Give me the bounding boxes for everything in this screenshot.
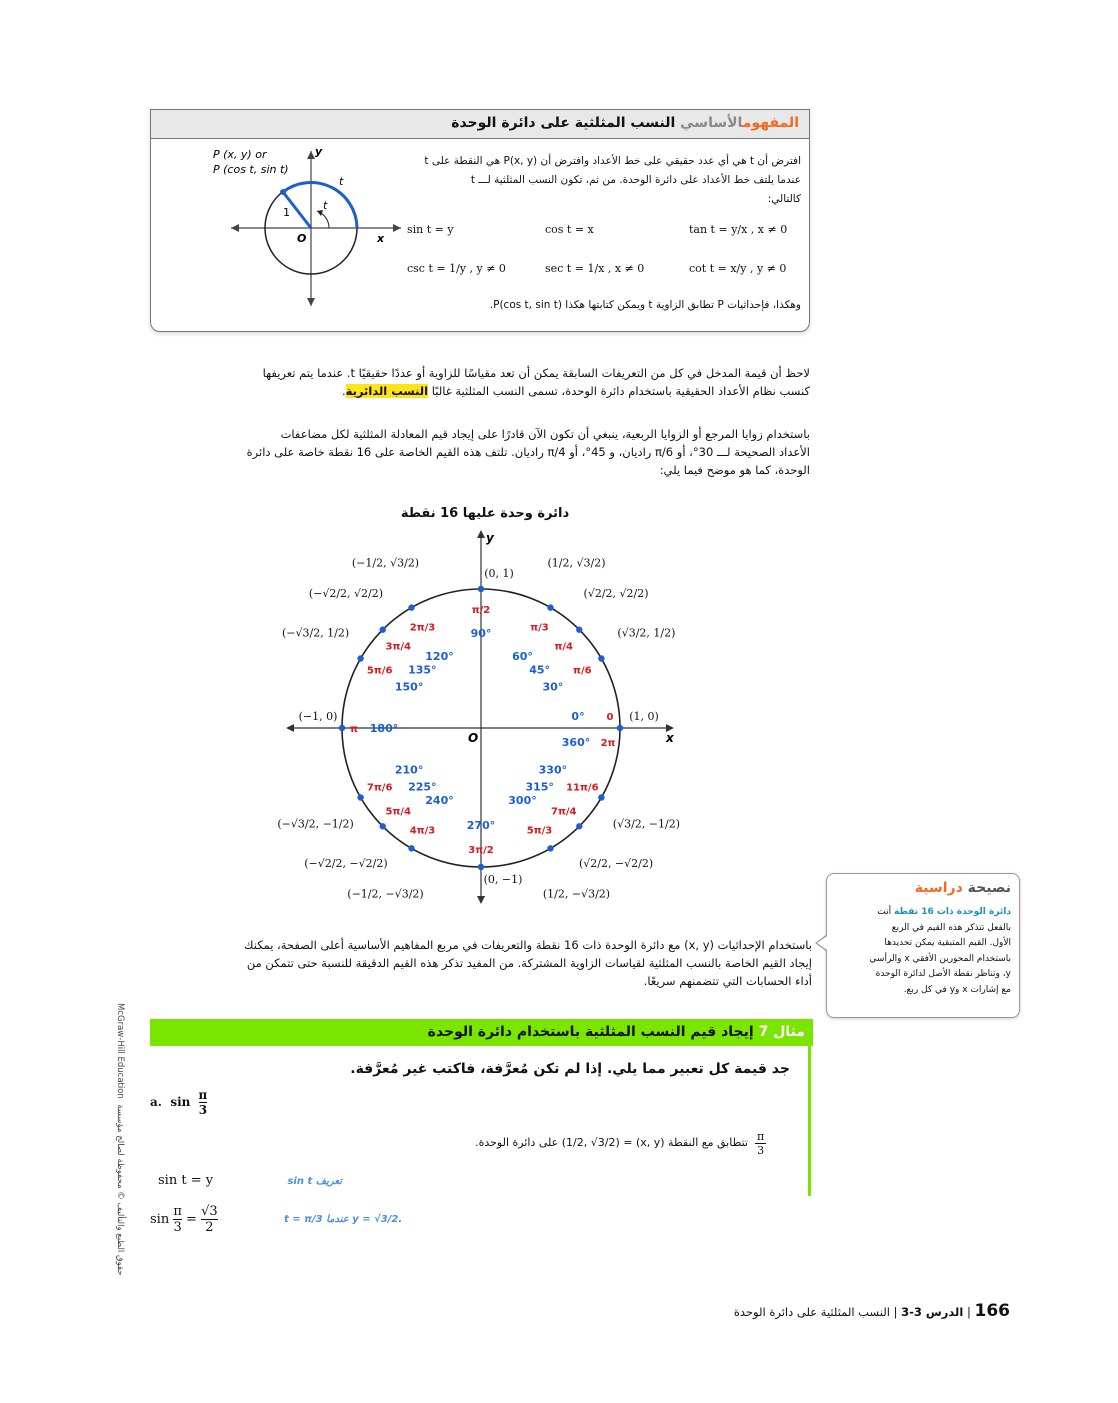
point-90: [478, 586, 484, 592]
deg-label-45: 45°: [529, 663, 551, 677]
chart-title: دائرة وحدة عليها 16 نقطة: [400, 506, 570, 521]
tip-line-1-rest: أنت: [877, 907, 892, 917]
diagram-p-label-2: P (cos t, sin t): [213, 163, 289, 176]
statement-fraction-num: π: [757, 1130, 765, 1143]
tip-title-2: دراسية: [914, 880, 963, 896]
tip-title: [835, 880, 1011, 896]
statement-fraction: [755, 1130, 766, 1157]
paragraph-3: [148, 936, 812, 990]
rad-label-2pi: 2π: [600, 738, 616, 749]
point-30: [598, 655, 604, 661]
rad-label-240: 4π/3: [409, 825, 436, 837]
coord-label-30: (√3/2, 1/2): [617, 626, 676, 640]
point-315: [576, 823, 582, 829]
paragraph-1: [160, 364, 810, 400]
circular-functions-term: النسب الدائرية: [345, 384, 429, 398]
deg-label-135: 135°: [408, 663, 437, 677]
point-300: [547, 845, 553, 851]
formula-csc: csc t = 1/y , y ≠ 0: [407, 262, 506, 275]
example-header-bar: [150, 1019, 813, 1046]
rad-label-270: 3π/2: [468, 845, 494, 856]
side-copyright: [115, 1003, 125, 1276]
point-45: [576, 627, 582, 633]
part-a: [150, 1088, 207, 1117]
coord-label-225: (−√2/2, −√2/2): [304, 857, 388, 871]
x-axis-arrow-left: [231, 224, 239, 232]
lesson-title: النسب المثلثية على دائرة الوحدة: [733, 1305, 890, 1319]
deg-label-30: 30°: [542, 680, 564, 694]
tip-line-3: الأول. القيم المتبقية يمكن تحديدها: [884, 938, 1011, 948]
deg-label-330: 330°: [538, 763, 568, 777]
coord-label-330: (√3/2, −1/2): [612, 817, 681, 831]
paragraph-3-line-2: إيجاد القيم الخاصة بالنسب المثلثية لقياسات الزاوية المشتركة. من المفيد تذكر هذه القيم الدقيقة للنسبة حتى تتمكن من: [246, 956, 812, 970]
diagram-x-label: x: [377, 232, 385, 245]
rad-label-60: π/3: [530, 622, 549, 634]
deg-label-60: 60°: [512, 650, 533, 664]
rad-label-90: π/2: [471, 605, 491, 616]
key-concept-label-2: الأساسي: [680, 115, 743, 131]
point-0: [617, 725, 623, 731]
y-axis-arrowhead: [477, 530, 485, 538]
deg-label-315: 315°: [525, 780, 554, 794]
statement-fraction-den: 3: [757, 1144, 765, 1157]
step-2-math: [150, 1204, 218, 1235]
key-concept-title-row: [159, 115, 799, 131]
step-2-note-c: y = √3/2.: [352, 1214, 403, 1225]
rad-label-315: 7π/4: [550, 806, 577, 818]
coord-label-315: (√2/2, −√2/2): [578, 857, 654, 871]
tip-line-2: بالفعل تتذكر هذه القيم في الربع: [891, 922, 1011, 933]
deg-label-120: 120°: [425, 650, 454, 664]
y-axis-arrow: [307, 151, 315, 159]
chart-y-label: y: [486, 531, 494, 545]
example-title: إيجاد قيم النسب المثلثية باستخدام دائرة الوحدة: [427, 1024, 754, 1040]
key-concept-header: [151, 110, 809, 139]
point-330: [598, 794, 604, 800]
coord-label-90: (0, 1): [484, 567, 514, 580]
formula-tan: tan t = y/x , x ≠ 0: [689, 223, 788, 236]
rad-label-300: 5π/3: [526, 825, 553, 837]
diagram-y-label: y: [315, 146, 323, 158]
footer-separator-2: |: [893, 1305, 898, 1319]
point-240: [408, 845, 414, 851]
paragraph-1-line-2-end: .: [341, 384, 346, 398]
tip-line-6: مع إشارات x وy في كل ربع.: [903, 984, 1011, 995]
coord-label-135: (−√2/2, √2/2): [308, 586, 384, 600]
example-number: 7: [758, 1024, 769, 1040]
point-150: [357, 655, 363, 661]
formula-sin: sin t = y: [407, 223, 454, 236]
step-2-fraction-den: 3: [173, 1220, 182, 1235]
rad-label-30: π/6: [573, 665, 592, 677]
paragraph-3-line-1: باستخدام الإحداثيات (x, y) مع دائرة الوحدة ذات 16 نقطة والتعريفات في مربع المفاهيم الأساسية أعلى الصفحة، يمكنك: [244, 938, 812, 952]
paragraph-3-line-3: أداء الحسابات التي تتضمنهم سريعًا.: [643, 974, 812, 988]
paragraph-2-line-1: باستخدام زوايا المرجع أو الزوايا الربعية، ينبغي أن تكون الآن قادرًا على إيجاد قيم المعادلة المثلثية لكل مضاعفات: [280, 427, 810, 441]
deg-label-225: 225°: [408, 780, 437, 794]
deg-label-180: 180°: [369, 722, 399, 735]
paragraph-2-line-3: الوحدة، كما هو موضح فيما يلي:: [659, 463, 810, 477]
rad-label-0: 0: [606, 712, 614, 723]
step-2-rhs-den: 2: [205, 1220, 214, 1235]
x-axis-arrowhead-left: [286, 724, 294, 732]
step-1-math: sin t = y: [158, 1173, 214, 1188]
footer-separator-1: |: [966, 1305, 971, 1319]
concept-intro-line-3: كالتالي:: [767, 193, 801, 205]
part-a-expression: sin: [170, 1095, 191, 1109]
point-180: [339, 725, 345, 731]
paragraph-2: [160, 425, 810, 479]
rad-label-45: π/4: [554, 641, 573, 653]
example-title-row: [165, 1024, 805, 1040]
concept-conclusion: وهكذا، فإحداثيات P تطابق الزاوية t ويمكن كتابتها هكذا P(cos t, sin t).: [489, 299, 801, 311]
publisher-name: McGraw-Hill Education: [115, 1003, 125, 1099]
tip-line-1: [833, 905, 1011, 921]
tip-pointer-inner: [817, 936, 827, 950]
unit-circle-small-diagram: [211, 146, 411, 311]
deg-label-300: 300°: [508, 793, 537, 807]
y-axis-arrow-down: [307, 298, 315, 306]
step-2-note-b: عندما: [326, 1214, 349, 1225]
step-2-fraction: [173, 1204, 182, 1235]
example-side-rule: [808, 1046, 811, 1196]
rad-label-135: 3π/4: [385, 641, 412, 653]
unit-circle-16-points-chart: [270, 528, 690, 906]
deg-label-0: 0°: [571, 710, 585, 723]
deg-label-150: 150°: [394, 680, 424, 694]
coord-label-300: (1/2, −√3/2): [542, 887, 611, 901]
deg-label-90: 90°: [470, 627, 492, 640]
part-a-fraction-den: 3: [198, 1103, 208, 1117]
diagram-p-label-1: P (x, y) or: [213, 148, 267, 161]
deg-label-210: 210°: [394, 763, 424, 777]
coord-label-60: (1/2, √3/2): [547, 556, 606, 570]
part-a-label: a.: [150, 1095, 162, 1109]
point-60: [547, 604, 553, 610]
formula-cot: cot t = x/y , y ≠ 0: [689, 262, 787, 275]
rad-label-225: 5π/4: [385, 806, 412, 818]
key-concept-label-1: المفهوم: [742, 115, 799, 131]
coord-label-150: (−√3/2, 1/2): [281, 626, 350, 640]
y-axis-arrowhead-down: [477, 896, 485, 904]
part-a-fraction-num: π: [198, 1088, 208, 1102]
point-210: [357, 794, 363, 800]
point-120: [408, 604, 414, 610]
step-2-sin: sin: [150, 1212, 170, 1227]
part-a-fraction: [199, 1088, 208, 1117]
concept-intro-line-1: افترض أن t هي أي عدد حقيقي على خط الأعداد وافترض أن P(x, y) هي النقطة على t: [424, 155, 801, 167]
lesson-label: الدرس 3-3: [901, 1305, 964, 1319]
step-2-note: [284, 1214, 402, 1225]
chart-x-label: x: [666, 731, 674, 745]
example-statement: تتطابق مع النقطة (x, y) = (1/2, √3/2) على دائرة الوحدة.: [475, 1136, 748, 1149]
point-270: [478, 864, 484, 870]
step-1-note: تعريف sin t: [287, 1176, 342, 1187]
copyright-text: حقوق الطبع والتأليف © محفوظة لصالح مؤسسة: [115, 1104, 125, 1276]
rad-label-120: 2π/3: [409, 622, 436, 634]
point-p: [280, 189, 286, 195]
coord-label-120: (−1/2, √3/2): [351, 556, 420, 570]
paragraph-1-line-2: [160, 382, 810, 400]
coord-label-240: (−1/2, −√3/2): [347, 887, 424, 901]
concept-intro: [411, 152, 801, 209]
coord-label-180: (−1, 0): [298, 710, 338, 723]
step-2-rhs: [201, 1204, 218, 1235]
diagram-one-label: 1: [283, 206, 290, 219]
diagram-o-label: O: [297, 232, 307, 245]
step-2-fraction-num: π: [173, 1204, 182, 1219]
concept-intro-line-2: عندما يلتف خط الأعداد على دائرة الوحدة. من ثم، تكون النسب المثلثية لـــ t: [470, 174, 801, 186]
tip-body: [833, 905, 1011, 998]
x-axis-arrow: [393, 224, 401, 232]
rad-label-180: π: [350, 724, 358, 735]
tip-line-5: y، وتناظر نقطة الأصل لدائرة الوحدة: [875, 969, 1011, 979]
point-225: [380, 823, 386, 829]
example-instruction: جد قيمة كل تعبير مما يلي. إذا لم تكن مُعرَّفة، فاكتب غير مُعرَّفة.: [350, 1061, 790, 1077]
formula-cos: cos t = x: [545, 223, 594, 236]
coord-label-0: (1, 0): [629, 710, 659, 723]
page-footer: [560, 1301, 1010, 1321]
rad-label-150: 5π/6: [366, 665, 393, 677]
paragraph-1-line-2-start: كنسب نظام الأعداد الحقيقية باستخدام دائرة الوحدة، تسمى النسب المثلثية غالبًا: [431, 384, 810, 398]
deg-label-240: 240°: [425, 793, 454, 807]
diagram-t-arc-label: t: [339, 175, 344, 188]
point-135: [380, 627, 386, 633]
paragraph-1-line-1: لاحظ أن قيمة المدخل في كل من التعريفات السابقة يمكن أن تعد مقياسًا للزاوية أو عددًا حقيقيًا t. عندما يتم تعريفها: [262, 366, 810, 380]
rad-label-210: 7π/6: [366, 782, 393, 794]
angle-arc: [317, 211, 329, 228]
step-2-equals: =: [186, 1212, 197, 1227]
page-number: 166: [974, 1301, 1010, 1321]
study-tip-box: [826, 873, 1020, 1018]
step-2-rhs-num: √3: [201, 1204, 218, 1219]
chart-origin-label: O: [468, 731, 479, 745]
example-label: مثال: [773, 1024, 805, 1040]
rad-label-330: 11π/6: [566, 782, 599, 794]
coord-label-45: (√2/2, √2/2): [583, 586, 649, 600]
step-2-note-a: t = π/3: [284, 1214, 323, 1225]
key-concept-title: النسب المثلثية على دائرة الوحدة: [451, 115, 676, 131]
deg-label-360: 360°: [561, 736, 591, 749]
tip-subtitle: دائرة الوحدة ذات 16 نقطة: [894, 907, 1011, 917]
tip-title-1: نصيحة: [967, 880, 1011, 896]
paragraph-2-line-2: الأعداد الصحيحة لـــ 30°، أو π/6 راديان، و 45°، أو π/4 راديان. تلتف هذه القيم الخاصة على 16 نقطة خاصة على دائرة: [246, 445, 810, 459]
deg-label-270: 270°: [466, 819, 496, 832]
key-concept-box: [150, 109, 810, 332]
coord-label-270: (0, −1): [483, 873, 523, 886]
coord-label-210: (−√3/2, −1/2): [277, 817, 354, 831]
diagram-t-angle-label: t: [323, 199, 328, 212]
formula-sec: sec t = 1/x , x ≠ 0: [545, 262, 645, 275]
tip-line-4: باستخدام المحورين الأفقي x والرأسي: [869, 953, 1011, 964]
